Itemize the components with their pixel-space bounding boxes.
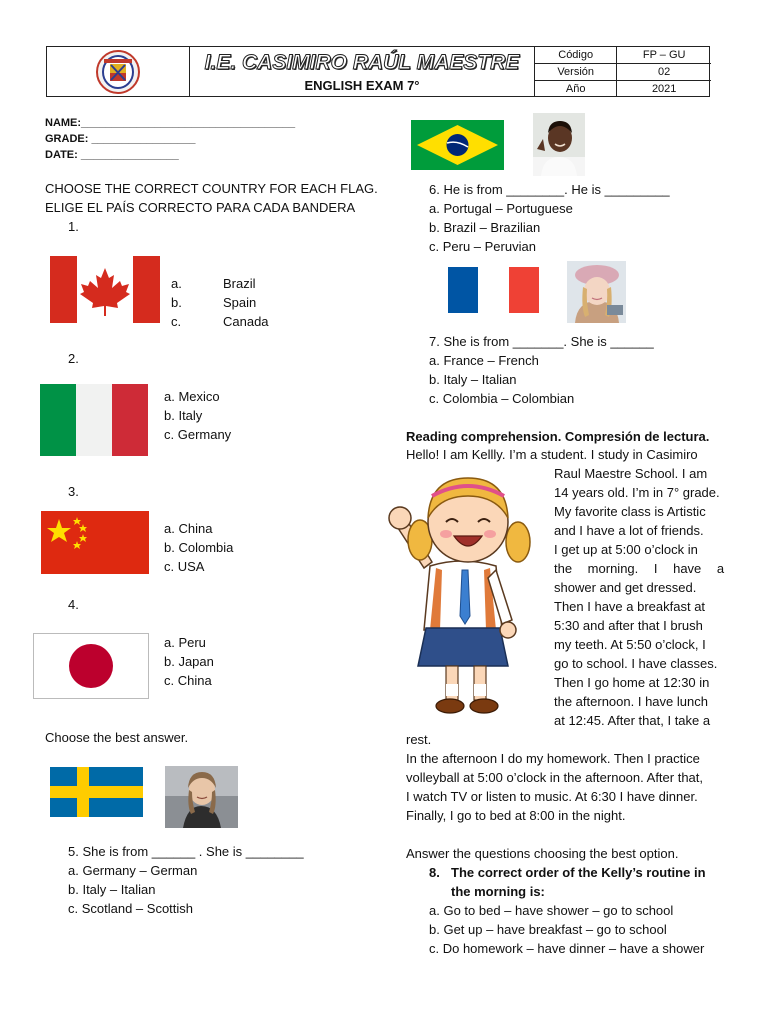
reading-line: volleyball at 5:00 o’clock in the afternoon. After that, — [406, 770, 704, 785]
q6-opt-b[interactable]: b. Brazil – Brazilian — [429, 220, 541, 235]
canada-flag-icon — [50, 256, 160, 323]
japan-flag-icon — [33, 633, 149, 699]
grade-field[interactable]: GRADE: _________________ — [45, 133, 196, 145]
reading-title: Reading comprehension. Compresión de lectura. — [406, 429, 710, 444]
q2-opt-a[interactable]: a. Mexico — [164, 389, 220, 404]
reading-line: 5:30 and after that I brush — [554, 618, 703, 633]
q4-opt-c[interactable]: c. China — [164, 673, 212, 688]
q3-opt-a[interactable]: a. China — [164, 521, 213, 536]
brazil-flag-icon — [411, 120, 504, 170]
q1-opt-c[interactable]: Canada — [223, 314, 269, 329]
q6-stem: 6. He is from ________. He is _________ — [429, 182, 670, 197]
q1-opt-b[interactable]: Spain — [223, 295, 257, 310]
q8-number: 8. — [429, 865, 440, 880]
reading-line: I watch TV or listen to music. At 6:30 I have dinner. — [406, 789, 698, 804]
france-flag-icon — [448, 267, 539, 313]
question-number: 3. — [68, 484, 79, 499]
date-field[interactable]: DATE: ________________ — [45, 149, 179, 161]
q7-opt-b[interactable]: b. Italy – Italian — [429, 372, 517, 387]
sweden-flag-icon — [50, 767, 143, 817]
reading-line: 14 years old. I’m in 7° grade. — [554, 485, 720, 500]
q1-opt-c-letter: c. — [171, 314, 182, 329]
q5-opt-a[interactable]: a. Germany – German — [68, 863, 198, 878]
q8-stem-line1: The correct order of the Kelly’s routine in — [451, 865, 706, 880]
reading-line: shower and get dressed. — [554, 580, 697, 595]
q8-opt-a[interactable]: a. Go to bed – have shower – go to school — [429, 903, 674, 918]
reading-intro: Hello! I am Kellly. I’m a student. I study in Casimiro — [406, 447, 698, 462]
meta-label: Año — [535, 81, 617, 98]
reading-line: In the afternoon I do my homework. Then I practice — [406, 751, 700, 766]
q5-opt-b[interactable]: b. Italy – Italian — [68, 882, 156, 897]
school-name: I.E. CASIMIRO RAÚL MAESTRE — [204, 51, 520, 74]
reading-line: my teeth. At 5:50 o’clock, I — [554, 637, 706, 652]
exam-header — [46, 46, 710, 97]
reading-rest: rest. — [406, 732, 432, 747]
reading-line: Finally, I go to bed at 8:00 in the night. — [406, 808, 626, 823]
kelly-cartoon-illustration — [384, 470, 532, 724]
q8-opt-b[interactable]: b. Get up – have breakfast – go to school — [429, 922, 667, 937]
logo-cell — [47, 47, 190, 96]
reading-line: the morning. I have a — [554, 561, 725, 576]
question-number: 2. — [68, 351, 79, 366]
q6-opt-a[interactable]: a. Portugal – Portuguese — [429, 201, 573, 216]
q4-opt-a[interactable]: a. Peru — [164, 635, 206, 650]
q7-opt-c[interactable]: c. Colombia – Colombian — [429, 391, 575, 406]
reading-line: Raul Maestre School. I am — [554, 466, 708, 481]
meta-label: Código — [535, 47, 617, 64]
question-number: 4. — [68, 597, 79, 612]
q6-opt-c[interactable]: c. Peru – Peruvian — [429, 239, 536, 254]
title-cell — [190, 47, 534, 96]
instruction-en: CHOOSE THE CORRECT COUNTRY FOR EACH FLAG. — [45, 181, 378, 196]
school-crest-icon — [47, 47, 190, 96]
meta-value: FP – GU — [617, 47, 711, 64]
q3-opt-b[interactable]: b. Colombia — [164, 540, 234, 555]
french-girl-photo — [567, 261, 626, 323]
meta-value: 02 — [617, 64, 711, 81]
reading-line: at 12:45. After that, I take a — [554, 713, 711, 728]
meta-value: 2021 — [617, 81, 711, 98]
q2-opt-b[interactable]: b. Italy — [164, 408, 203, 423]
reading-line: Then I go home at 12:30 in — [554, 675, 710, 690]
q8-stem-line2: the morning is: — [451, 884, 545, 899]
q1-opt-b-letter: b. — [171, 295, 182, 310]
q2-opt-c[interactable]: c. Germany — [164, 427, 232, 442]
q8-opt-c[interactable]: c. Do homework – have dinner – have a shower — [429, 941, 705, 956]
exam-title: ENGLISH EXAM 7° — [304, 78, 420, 93]
reading-line: My favorite class is Artistic — [554, 504, 706, 519]
answer-instruction: Answer the questions choosing the best option. — [406, 846, 679, 861]
reading-line: Then I have a breakfast at — [554, 599, 706, 614]
reading-line: and I have a lot of friends. — [554, 523, 704, 538]
reading-line: I get up at 5:00 o’clock in — [554, 542, 698, 557]
q7-opt-a[interactable]: a. France – French — [429, 353, 539, 368]
q5-opt-c[interactable]: c. Scotland – Scottish — [68, 901, 194, 916]
meta-label: Versión — [535, 64, 617, 81]
q1-opt-a-letter: a. — [171, 276, 182, 291]
q4-opt-b[interactable]: b. Japan — [164, 654, 214, 669]
section2-instruction: Choose the best answer. — [45, 730, 189, 745]
instruction-es: ELIGE EL PAÍS CORRECTO PARA CADA BANDERA — [45, 200, 356, 215]
name-field[interactable]: NAME:___________________________________ — [45, 117, 296, 129]
italy-flag-icon — [40, 384, 148, 456]
swedish-girl-photo — [165, 766, 238, 828]
q1-opt-a[interactable]: Brazil — [223, 276, 256, 291]
document-meta-table — [534, 47, 711, 97]
q7-stem: 7. She is from _______. She is ______ — [429, 334, 654, 349]
q5-stem: 5. She is from ______ . She is ________ — [68, 844, 304, 859]
reading-line: the afternoon. I have lunch — [554, 694, 708, 709]
brazilian-boy-photo — [533, 113, 585, 176]
reading-line: go to school. I have classes. — [554, 656, 718, 671]
china-flag-icon — [41, 511, 149, 574]
question-number: 1. — [68, 219, 79, 234]
q3-opt-c[interactable]: c. USA — [164, 559, 205, 574]
